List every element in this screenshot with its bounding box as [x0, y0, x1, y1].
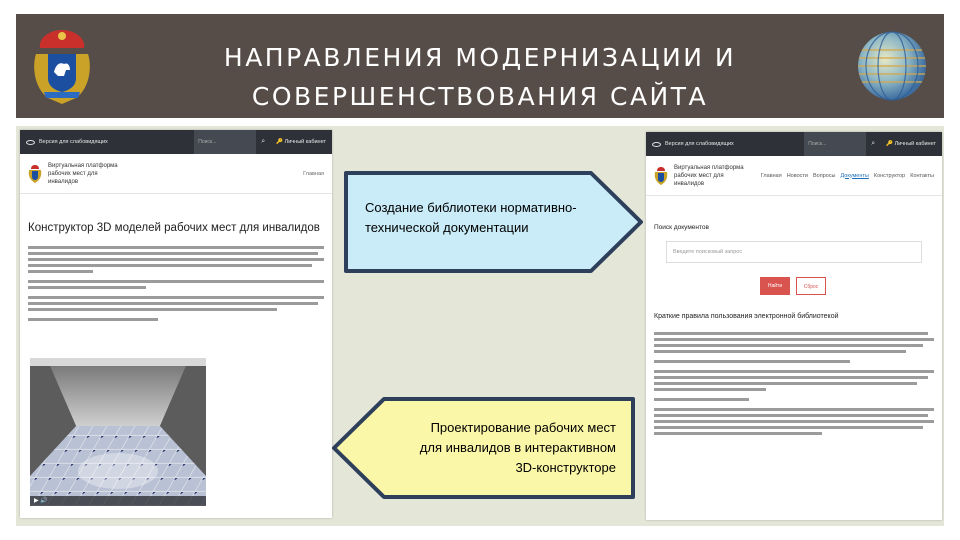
menu-documents-link[interactable]: Документы [840, 172, 869, 179]
callout-document-library [343, 170, 645, 274]
rules-paragraph-3 [654, 370, 934, 391]
search-buttons [760, 277, 942, 295]
menu-home-link[interactable]: Главная [760, 172, 782, 179]
callout-1-line-1: Создание библиотеки нормативно- [365, 200, 577, 215]
callout-2-text [370, 418, 616, 478]
paragraph-3 [28, 296, 324, 311]
screenshot-3d-constructor [20, 130, 332, 518]
title-line-1: НАПРАВЛЕНИЯ МОДЕРНИЗАЦИИ И [223, 43, 737, 72]
viewer-controls[interactable]: ▶ 🔊 [30, 496, 206, 506]
3d-room-render [30, 366, 206, 506]
search-icon[interactable]: ⌕ [871, 140, 876, 147]
rules-paragraph-4 [654, 398, 934, 401]
site-name[interactable] [674, 164, 754, 188]
menu-home-link[interactable]: Главная [303, 170, 324, 177]
3d-viewer[interactable] [30, 358, 206, 506]
search-heading: Поиск документов [654, 224, 709, 231]
menu-contacts-link[interactable]: Контакты [910, 172, 934, 179]
callout-2-line-2: для инвалидов в интерактивном [419, 440, 616, 455]
site-name-line-2: рабочих мест для инвалидов [674, 172, 724, 187]
document-search-input[interactable]: Введите поисковый запрос [666, 241, 922, 263]
find-button[interactable]: Найти [760, 277, 790, 295]
screenshot-document-library [646, 132, 942, 520]
paragraph-2 [28, 280, 324, 289]
site-emblem-icon [28, 164, 42, 184]
page-heading: Конструктор 3D моделей рабочих мест для инвалидов [28, 222, 320, 234]
callout-3d-constructor [330, 396, 636, 500]
login-label: Личный кабинет [284, 139, 326, 145]
menu-news-link[interactable]: Новости [786, 172, 808, 179]
callout-2-line-1: Проектирование рабочих мест [430, 420, 616, 435]
site-topbar [646, 132, 942, 156]
accessibility-link[interactable]: Версия для слабовидящих [665, 141, 734, 147]
eye-icon [652, 142, 661, 147]
login-label: Личный кабинет [894, 141, 936, 147]
rules-paragraph-5 [654, 408, 934, 435]
site-name[interactable] [48, 162, 128, 186]
site-name-line-2: рабочих мест для инвалидов [48, 170, 98, 185]
search-input[interactable]: Поиск... [804, 132, 866, 156]
globe-logo-icon [854, 28, 930, 104]
viewer-toolbar [30, 358, 206, 366]
callout-1-line-2: технической документации [365, 220, 529, 235]
site-header [20, 154, 332, 194]
eye-icon [26, 140, 35, 145]
callout-1-text [365, 198, 615, 238]
site-name-line-1: Виртуальная платформа [48, 162, 118, 169]
paragraph-1 [28, 246, 324, 273]
menu-constructor-link[interactable]: Конструктор [873, 172, 906, 179]
rules-paragraph-1 [654, 332, 934, 353]
reset-button[interactable]: Сброс [796, 277, 826, 295]
site-name-line-1: Виртуальная платформа [674, 164, 744, 171]
menu-questions-link[interactable]: Вопросы [812, 172, 836, 179]
title-line-2: СОВЕРШЕНСТВОВАНИЯ САЙТА [251, 82, 709, 111]
rules-paragraph-2 [654, 360, 934, 363]
paragraph-4 [28, 318, 324, 321]
login-link[interactable]: 🔑 Личный кабинет [276, 139, 326, 145]
samara-region-emblem-icon [30, 26, 94, 106]
search-icon[interactable]: ⌕ [261, 138, 266, 145]
site-emblem-icon [654, 166, 668, 186]
rules-heading: Краткие правила пользования электронной библиотекой [654, 313, 839, 320]
header-bar [16, 14, 944, 118]
site-header [646, 156, 942, 196]
site-menu [761, 173, 934, 179]
callout-2-line-3: 3D-конструкторе [515, 460, 616, 475]
site-topbar [20, 130, 332, 154]
accessibility-link[interactable]: Версия для слабовидящих [39, 139, 108, 145]
login-link[interactable]: 🔑 Личный кабинет [886, 141, 936, 147]
slide-title [126, 38, 834, 116]
volume-icon[interactable]: 🔊 [40, 498, 48, 504]
search-input[interactable]: Поиск... [194, 130, 256, 154]
